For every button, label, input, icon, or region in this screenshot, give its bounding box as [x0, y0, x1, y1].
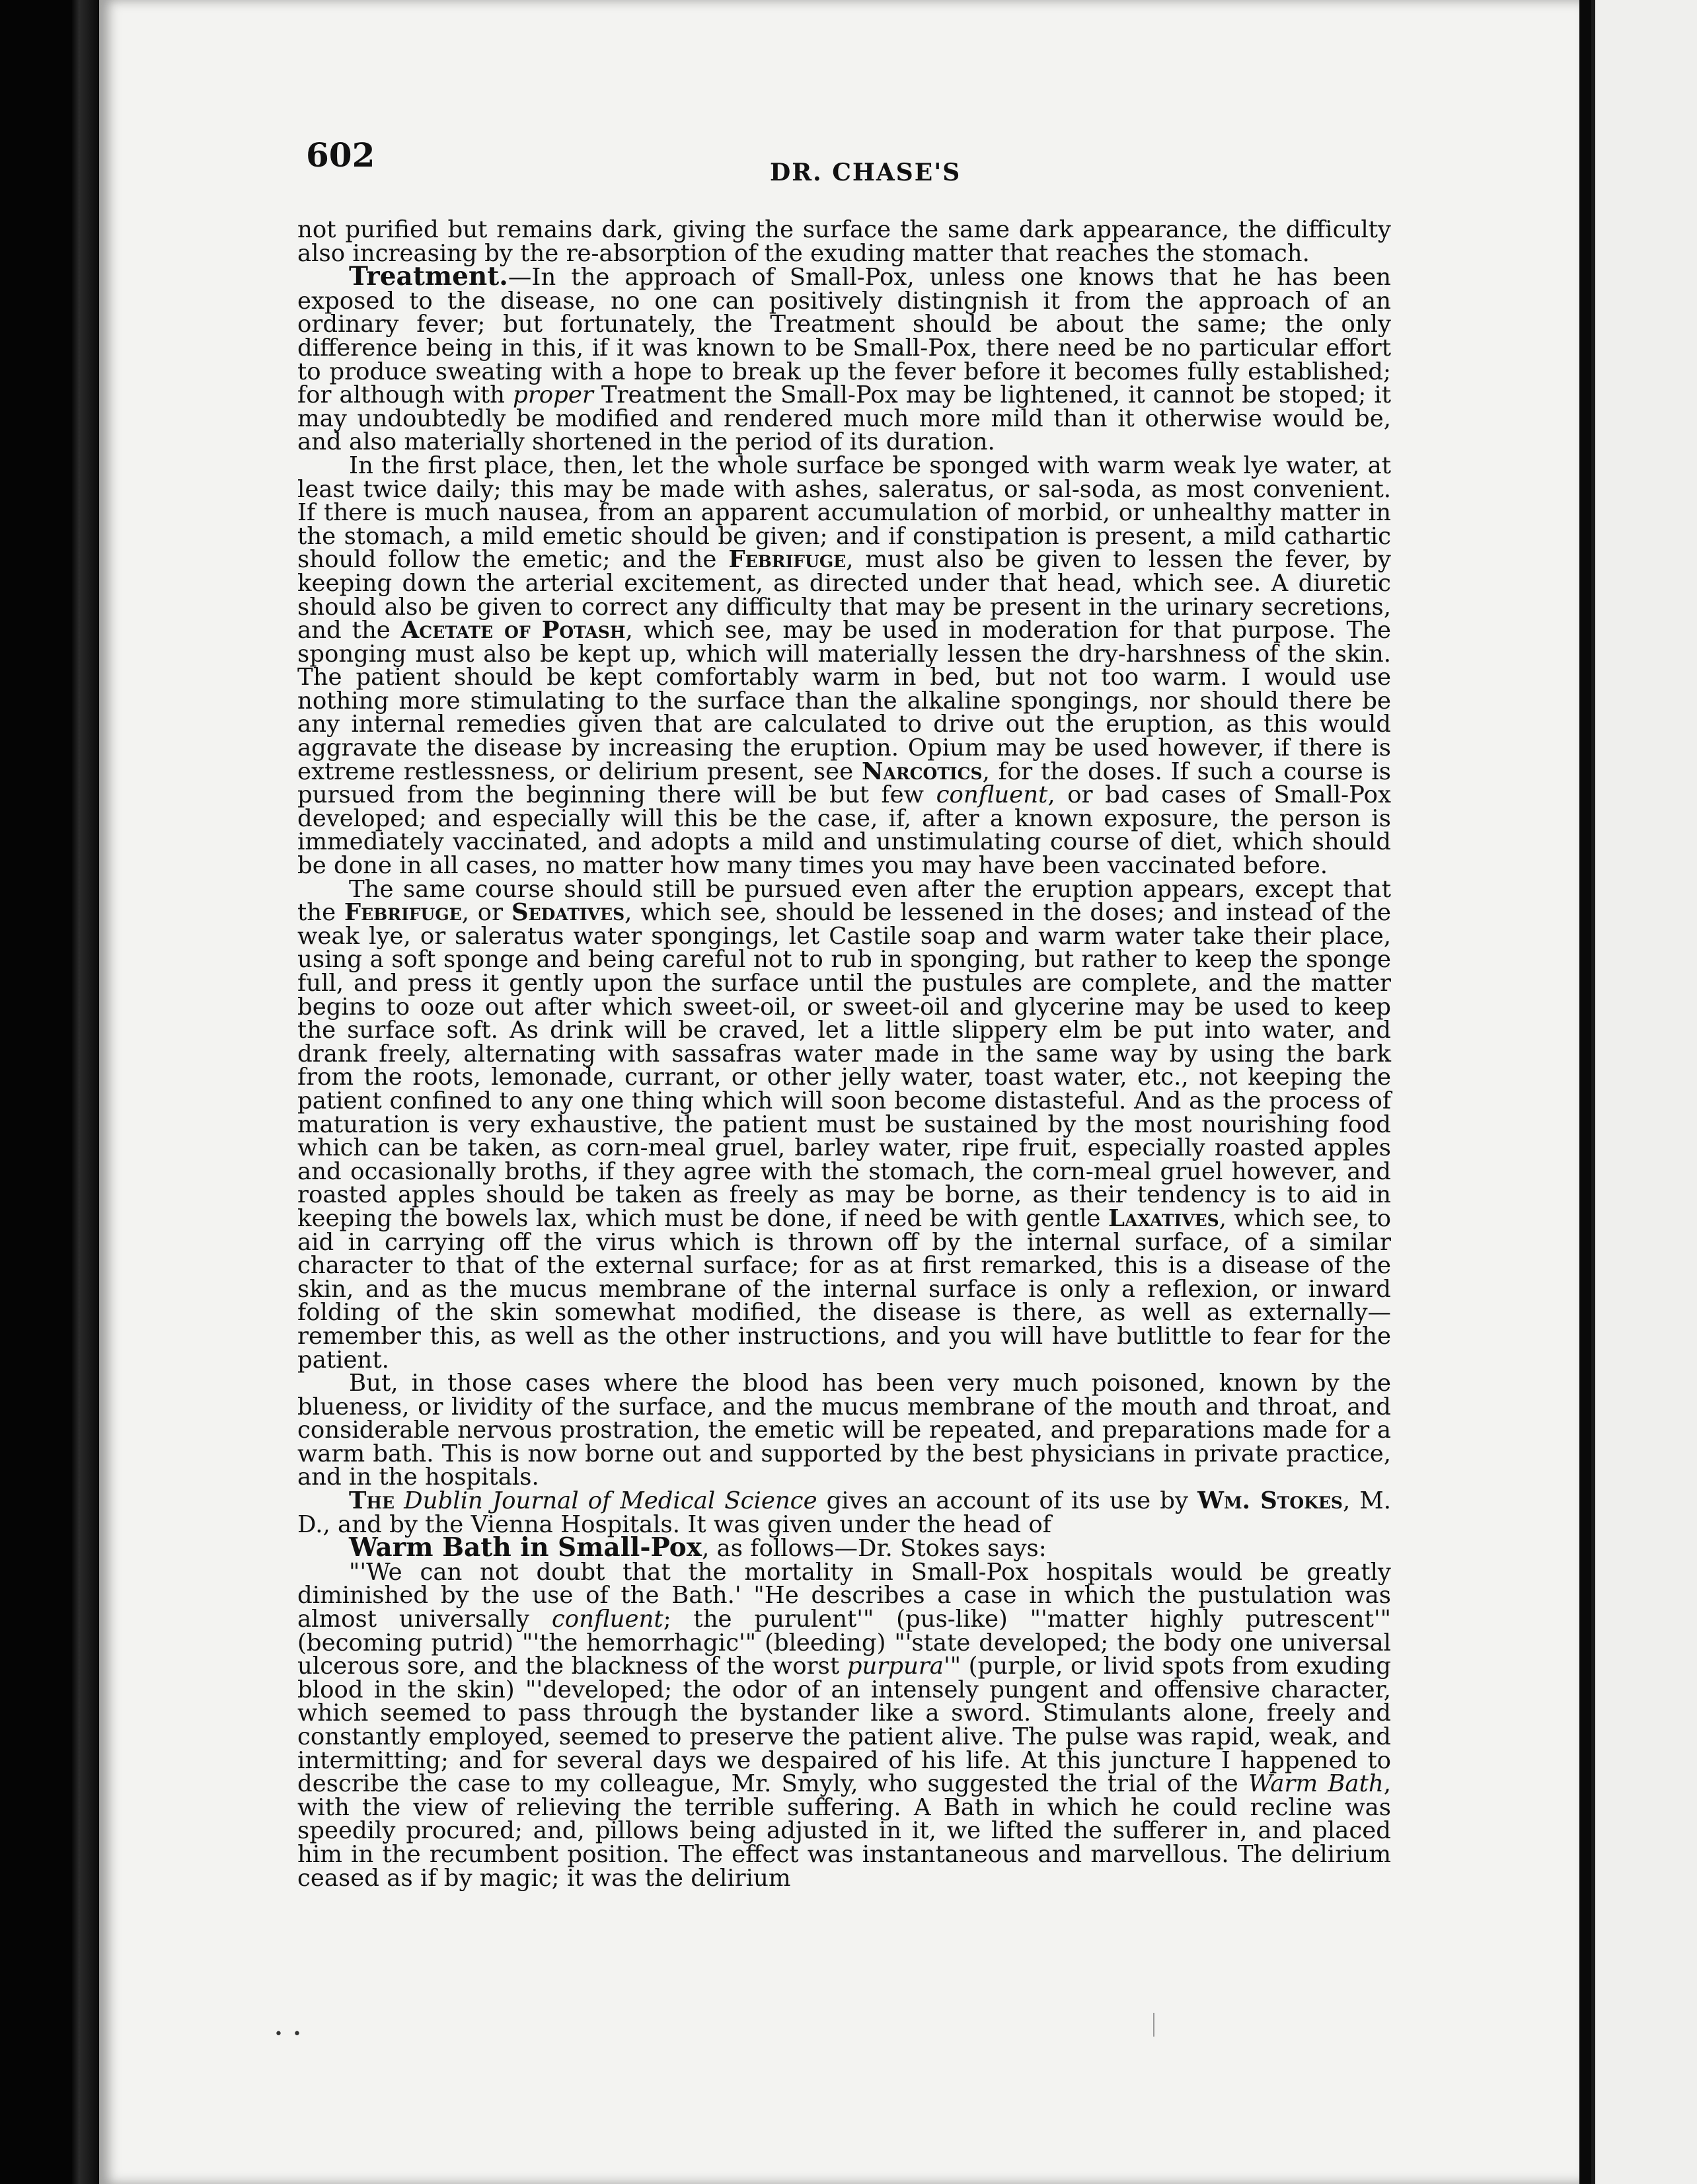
scan-speck: [1153, 2013, 1154, 2037]
facing-page-edge: [1591, 0, 1697, 2184]
warm-bath-heading: Warm Bath in Small-Pox: [349, 1532, 702, 1563]
paragraph-stokes-quote: "'We can not doubt that the mortality in Small-Pox hospitals would be greatly diminished by the use of the Bath.' "He describes a case in which the pustulation was almost universally confluent; the purulent'" (pus-like) "'matter highly putrescent'" (becoming putrid) "'the hemorrhagic'" (bleeding) "'state developed; the body one universal ulcerous sore, and the blackness of the worst purpura'" (purple, or livid spots from exuding blood in the skin) "'developed; the odor of an intensely pungent and offensive character, which seemed to pass through the bystander like a sword. Stimulants alone, freely and constantly employed, seemed to preserve the patient alive. The pulse was rapid, weak, and intermitting; and for several days we despaired of his life. At this juncture I happened to describe the case to my colleague, Mr. Smyly, who suggested the trial of the Warm Bath, with the view of relieving the terrible suffering. A Bath in which he could recline was speedily procured; and, pillows being adjusted in it, we lifted the sufferer in, and placed him in the recumbent position. The effect was instantaneous and marvellous. The delirium ceased as if by magic; it was the delirium: [297, 1558, 1391, 1892]
body-text: [297, 218, 1391, 1890]
page-number: 602: [306, 136, 375, 175]
scan-left-border: [0, 0, 99, 2184]
paragraph-poisoned-blood: But, in those cases where the blood has been very much poisoned, known by the blueness, or lividity of the surface, and the mucus membrane of the mouth and throat, and considerable nervous prostration, the emetic will be repeated, and preparations made for a warm bath. This is now borne out and supported by the best physicians in private practice, and in the hospitals.: [297, 1370, 1391, 1491]
paragraph-same-course: The same course should still be pursued even after the eruption appears, except that the Febrifuge, or Sedatives, which see, should be lessened in the doses; and instead of the weak lye, or saleratus water spongings, let Castile soap and warm water take their place, using a soft sponge and being careful not to rub in sponging, but rather to keep the sponge full, and press it gently upon the surface until the pustules are complete, and the matter begins to ooze out after which sweet-oil, or sweet-oil and glycerine may be used to keep the surface soft. As drink will be craved, let a little slippery elm be put into water, and drank freely, alternating with sassafras water made in the same way by using the bark from the roots, lemonade, currant, or other jelly water, toast water, etc., not keeping the patient confined to any one thing which will soon become distasteful. And as the process of maturation is very exhaustive, the patient must be sustained by the most nourishing food which can be taken, as corn-meal gruel, barley water, ripe fruit, especially roasted apples and occasionally broths, if they agree with the stomach, the corn-meal gruel however, and roasted apples should be taken as freely as may be borne, as their tendency is to aid in keeping the bowels lax, which must be done, if need be with gentle Laxatives, which see, to aid in carrying off the virus which is thrown off by the internal surface, of a similar character to that of the external surface; for as at first remarked, this is a disease of the skin, and as the mucus membrane of the internal surface is only a reflexion, or inward folding of the skin somewhat modified, the disease is there, as well as externally—remember this, as well as the other instructions, and you will have butlittle to fear for the patient.: [297, 875, 1391, 1374]
paragraph-first-place: In the first place, then, let the whole surface be sponged with warm weak lye water, at least twice daily; this may be made with ashes, saleratus, or sal-soda, as most convenient. If there is much nausea, from an apparent accumulation of morbid, or unhealthy matter in the stomach, a mild emetic should be given; and if constipation is present, a mild cathartic should follow the emetic; and the Febrifuge, must also be given to lessen the fever, by keeping down the arterial excitement, as directed under that head, which see. A diuretic should also be given to correct any difficulty that may be present in the urinary secretions, and the Acetate of Potash, which see, may be used in moderation for that purpose. The sponging must also be kept up, which will materially lessen the dry-harshness of the skin. The patient should be kept comfortably warm in bed, but not too warm. I would use nothing more stimulating to the surface than the alkaline spongings, nor should there be any internal remedies given that are calculated to drive out the eruption, as this would aggravate the disease by increasing the eruption. Opium may be used however, if there is extreme restlessness, or delirium present, see Narcotics, for the doses. If such a course is pursued from the beginning there will be but few confluent, or bad cases of Small-Pox developed; and especially will this be the case, if, after a known exposure, the person is immediately vaccinated, and adopts a mild and unstimulating course of diet, which should be done in all cases, no matter how many times you may have been vaccinated before.: [297, 451, 1392, 880]
footer-mark: • •: [274, 2026, 304, 2043]
paragraph-dublin-journal: The Dublin Journal of Medical Science gives an account of its use by Wm. Stokes, M. D., and by the Vienna Hospitals. It was given under the head of: [297, 1487, 1391, 1538]
paragraph-warm-bath: Warm Bath in Small-Pox, as follows—Dr. Stokes says:: [349, 1532, 1047, 1563]
paragraph-treatment: Treatment.—In the approach of Small-Pox, unless one knows that he has been exposed to the disease, no one can positively distingnish it from the approach of an ordinary fever; but fortunately, the Treatment should be about the same; the only difference being in this, if it was known to be Small-Pox, there need be no particular effort to produce sweating with a hope to break up the fever before it becomes fully established; for although with proper Treatment the Small-Pox may be lightened, it cannot be stoped; it may undoubtedly be modified and rendered much more mild than it otherwise would be, and also materially shortened in the period of its duration.: [297, 261, 1391, 456]
running-title: DR. CHASE'S: [770, 159, 962, 186]
paragraph-continuation: not purified but remains dark, giving the surface the same dark appearance, the difficulty also increasing by the re-absorption of the exuding matter that reaches the stomach.: [297, 216, 1391, 267]
treatment-heading: Treatment.: [349, 261, 508, 292]
